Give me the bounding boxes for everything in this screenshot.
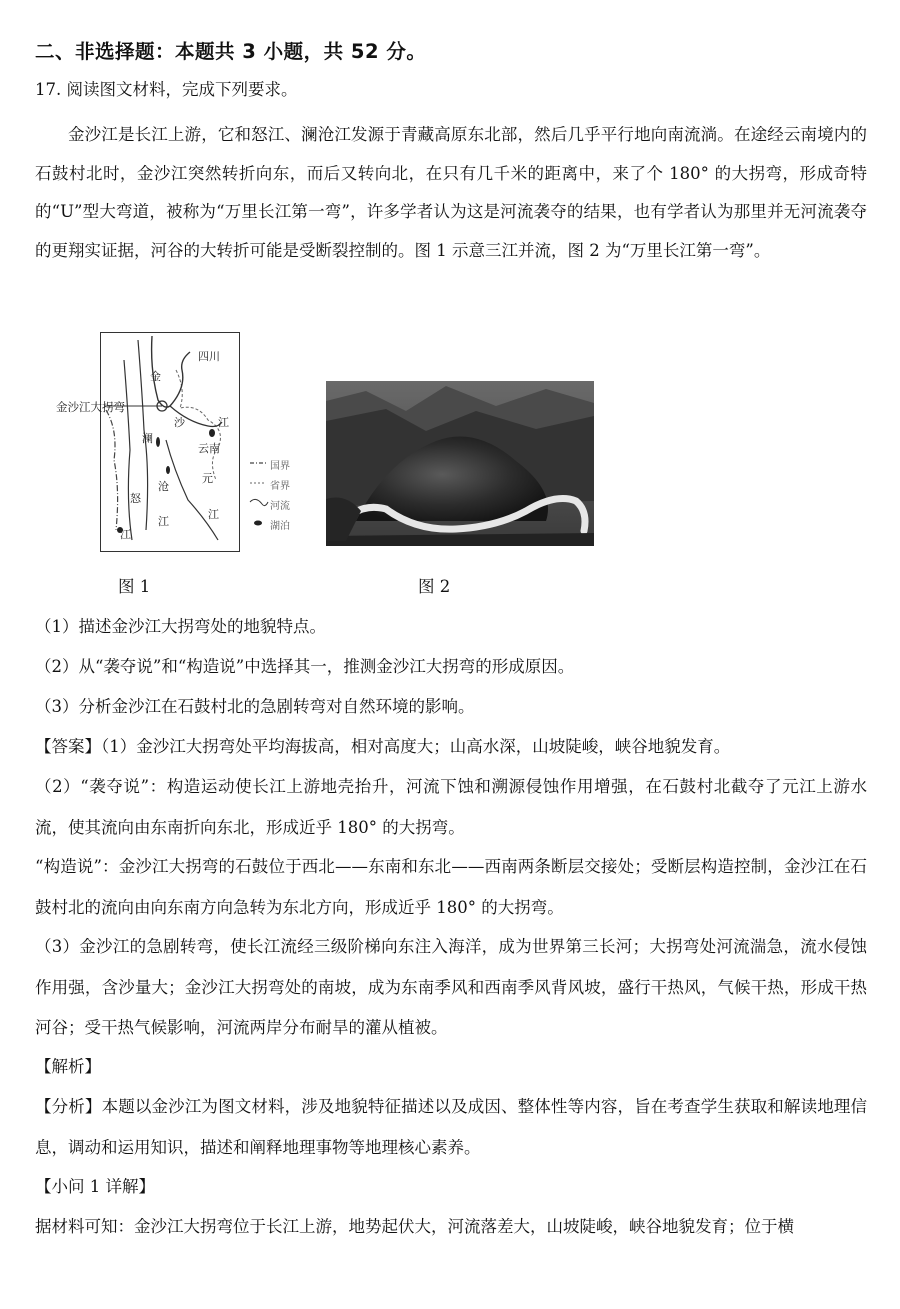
question-stem: 金沙江是长江上游，它和怒江、澜沧江发源于青藏高原东北部，然后几乎平行地向南流淌。在途经云南境内的石鼓村北时，金沙江突然转折向东，而后又转向北，在只有几千米的距离中，来了个 180° 的大拐弯，形成奇特的“U”型大弯道，被称为“万里长江第一弯”，许多学者认为这是河流袭夺的结果，也有学者认为那里并无河流袭夺的更翔实证据，河谷的大转折可能是受断裂控制的。图 1 示意三江并流，图 2 为“万里长江第一弯”。 <box>35 125 867 260</box>
label-yunnan: 云南 <box>198 442 220 455</box>
answer-part-2-capture: （2）“袭夺说”：构造运动使长江上游地壳抬升，河流下蚀和溯源侵蚀作用增强，在石鼓村北截夺了元江上游水流，使其流向由东南折向东北，形成近乎 180° 的大拐弯。 <box>35 777 867 837</box>
answer-part-1: 【答案】（1）金沙江大拐弯处平均海拔高，相对高度大；山高水深，山坡陡峻，峡谷地貌发育。 <box>35 737 731 756</box>
bend-photo-image <box>326 381 594 546</box>
label-jiang-east: 江 <box>218 416 229 429</box>
label-yuan: 元 <box>202 472 213 485</box>
bend-callout-label: 金沙江大拐弯 <box>56 400 125 414</box>
legend-river: 河流 <box>270 501 290 512</box>
legend-national-border: 国界 <box>270 461 290 472</box>
label-sichuan: 四川 <box>198 350 220 363</box>
question-header: 17. 阅读图文材料，完成下列要求。 <box>35 80 298 99</box>
label-sha: 沙 <box>174 416 185 429</box>
detail-text: 据材料可知：金沙江大拐弯位于长江上游，地势起伏大，河流落差大，山坡陡峻，峡谷地貌发育；位于横 <box>35 1217 794 1236</box>
answer-part-2-tectonic: “构造说”：金沙江大拐弯的石鼓位于西北——东南和东北——西南两条断层交接处；受断层构造控制，金沙江在石鼓村北的流向由向东南方向急转为东北方向，形成近乎 180° 的大拐弯。 <box>35 857 867 917</box>
label-lan: 澜 <box>142 432 153 445</box>
figure-1-caption: 图 1 <box>118 577 151 596</box>
label-jiang-nu: 江 <box>120 528 131 541</box>
section-title: 二、非选择题：本题共 3 小题，共 52 分。 <box>35 40 427 63</box>
detail-heading: 【小问 1 详解】 <box>35 1177 155 1196</box>
label-jiang-lan: 江 <box>158 515 169 528</box>
subquestion-1: （1）描述金沙江大拐弯处的地貌特点。 <box>35 617 326 636</box>
figure-2-caption: 图 2 <box>418 577 451 596</box>
analysis-text: 【分析】本题以金沙江为图文材料，涉及地貌特征描述以及成因、整体性等内容，旨在考查学生获取和解读地理信息，调动和运用知识，描述和阐释地理事物等地理核心素养。 <box>35 1097 867 1157</box>
analysis-heading: 【解析】 <box>35 1057 101 1076</box>
answer-part-3: （3）金沙江的急剧转弯，使长江流经三级阶梯向东注入海洋，成为世界第三长河；大拐弯处河流湍急，流水侵蚀作用强，含沙量大；金沙江大拐弯处的南坡，成为东南季风和西南季风背风坡，盛行干热风，气候干热，形成干热河谷；受干热气候影响，河流两岸分布耐旱的灌从植被。 <box>35 937 867 1037</box>
figure-1-map <box>58 330 308 555</box>
legend-lake: 湖泊 <box>270 521 290 532</box>
figure-2-photo <box>326 381 594 546</box>
subquestion-2: （2）从“袭夺说”和“构造说”中选择其一，推测金沙江大拐弯的形成原因。 <box>35 657 575 676</box>
label-jiang-yuan: 江 <box>208 508 219 521</box>
legend-provincial-border: 省界 <box>270 481 290 492</box>
label-cang: 沧 <box>158 480 169 493</box>
subquestion-3: （3）分析金沙江在石鼓村北的急剧转弯对自然环境的影响。 <box>35 697 475 716</box>
label-jin: 金 <box>150 370 161 383</box>
label-nu: 怒 <box>130 492 141 505</box>
